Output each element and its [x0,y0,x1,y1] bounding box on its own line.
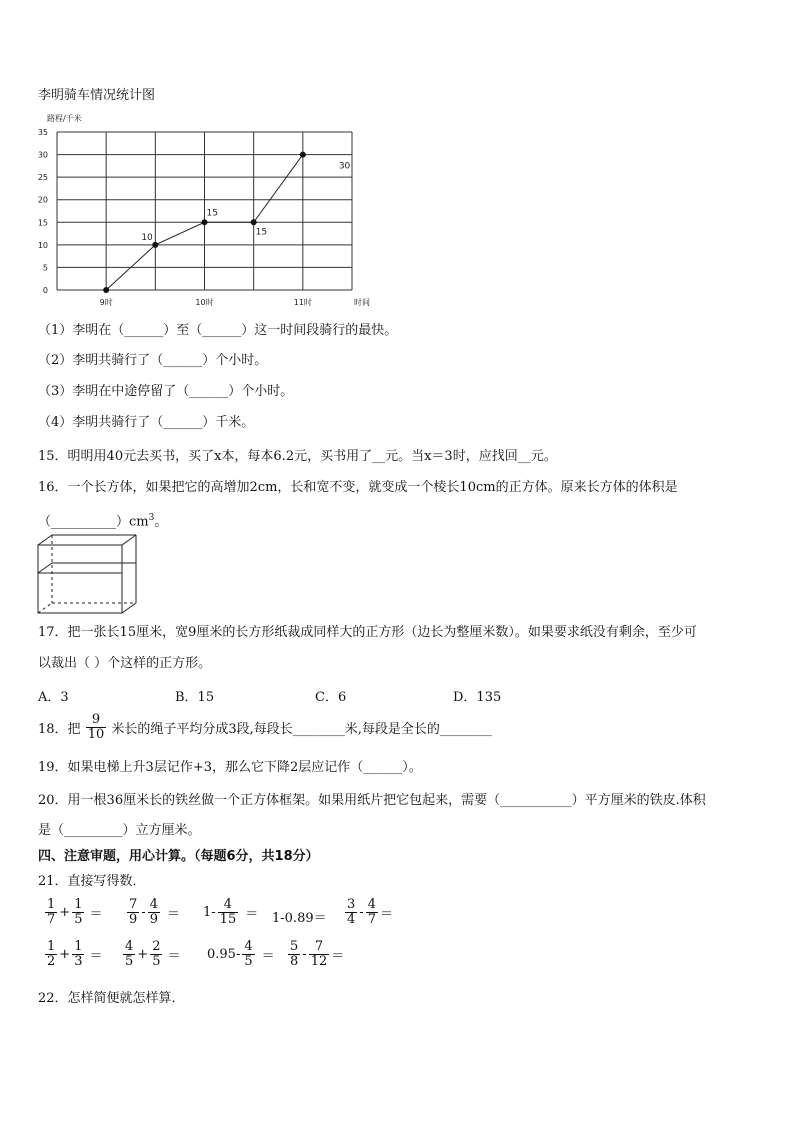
data-point [251,219,257,225]
data-point [202,219,208,225]
data-label: 30 [338,161,351,172]
q17-option-b: B．15 [175,690,215,705]
data-point [152,242,158,248]
x-tick-label: 11时 [293,298,312,307]
q21-expr3: 1- $\frac{4}{15}$ ＝ [203,897,259,927]
q21-expr4: 1-0.89＝ [272,911,327,926]
q18-line [38,713,492,742]
y-tick-label: 0 [42,286,48,295]
q18-prefix: 18．把 [38,722,81,737]
line-chart [30,110,390,312]
section4-heading: 四、注意审题，用心计算。（每题6分，共18分） [38,849,319,864]
q21-expr5: $\frac{3}{4}$ - $\frac{4}{7}$ ＝ [347,897,393,927]
data-point [103,287,109,293]
q15-text: 15．明明用40元去买书，买了x本，每本6.2元，买书用了__元。当x＝3时，应找回__元。 [38,449,557,464]
y-tick-label: 35 [37,128,48,137]
q14-sub1: （1）李明在（______）至（______）这一时间段骑行的最快。 [38,323,398,338]
y-tick-label: 20 [37,195,48,205]
data-label: 15 [206,208,218,219]
q16-unit-sup: 3 [148,513,155,523]
q18-denominator: 10 [87,727,105,742]
q21-expr6: $\frac{1}{2}$ + $\frac{1}{3}$ ＝ [47,939,103,969]
q14-sub3: （3）李明在中途停留了（______）个小时。 [38,384,294,399]
q17-line1: 17．把一张长15厘米，宽9厘米的长方形纸裁成同样大的正方形（边长为整厘米数）。如果要求纸没有剩余，至少可 [38,625,697,640]
q17-option-d: D．135 [453,690,502,705]
y-axis-label: 路程/千米 [47,114,82,123]
y-tick-label: 25 [37,173,48,183]
q20-line2: 是（_________）立方厘米。 [38,823,201,838]
q22-text: 22．怎样简便就怎样算． [38,991,185,1006]
q18-numerator: 9 [86,713,107,728]
q21-expr9: $\frac{5}{8}$ - $\frac{7}{12}$ ＝ [290,939,345,969]
x-tick-label: 10时 [195,298,214,307]
q20-line1: 20．用一根36厘米长的铁丝做一个正方体框架。如果用纸片把它包起来，需要（___________）平方厘米的铁皮.体积 [38,793,706,808]
q21-expr1: $\frac{1}{7}$ + $\frac{1}{5}$ ＝ [47,897,103,927]
q14-sub4: （4）李明共骑行了（______）千米。 [38,415,255,430]
q17-option-a: A．3 [38,690,69,705]
q18-suffix: 米长的绳子平均分成3段,每段长________米,每段是全长的________ [111,722,492,737]
q17-line2: 以裁出（ ）个这样的正方形。 [38,656,212,671]
data-point [300,152,306,158]
data-label: 15 [255,227,268,238]
q16-line2 [38,509,167,531]
y-tick-label: 5 [42,263,48,273]
q21-title: 21．直接写得数． [38,874,146,889]
x-tick-label: 9时 [99,298,113,307]
q16-line1: 16．一个长方体，如果把它的高增加2cm，长和宽不变，就变成一个棱长10cm的正方体。原来长方体的体积是 [38,480,678,495]
q21-expr7: $\frac{4}{5}$ + $\frac{2}{5}$ ＝ [125,939,181,969]
q19-text: 19．如果电梯上升3层记作+3，那么它下降2层应记作（______）。 [38,760,422,775]
q18-fraction [86,713,107,742]
q17-option-c: C．6 [315,690,347,705]
q21-expr8: 0.95- $\frac{4}{5}$ ＝ [207,939,275,969]
q14-sub2: （2）李明共骑行了（______）个小时。 [38,353,268,368]
x-axis-label: 时间 [354,298,370,307]
q16-end: 。 [154,514,168,530]
q21-expr2: $\frac{7}{9}$ - $\frac{4}{9}$ ＝ [129,897,180,927]
y-tick-label: 10 [37,240,48,250]
q16-answer-blank: （__________）cm [38,514,149,530]
data-label: 10 [141,232,153,243]
y-tick-label: 15 [37,218,48,228]
y-tick-label: 30 [37,150,48,160]
chart-title: 李明骑车情况统计图 [38,88,156,103]
cuboid-figure [36,533,140,617]
